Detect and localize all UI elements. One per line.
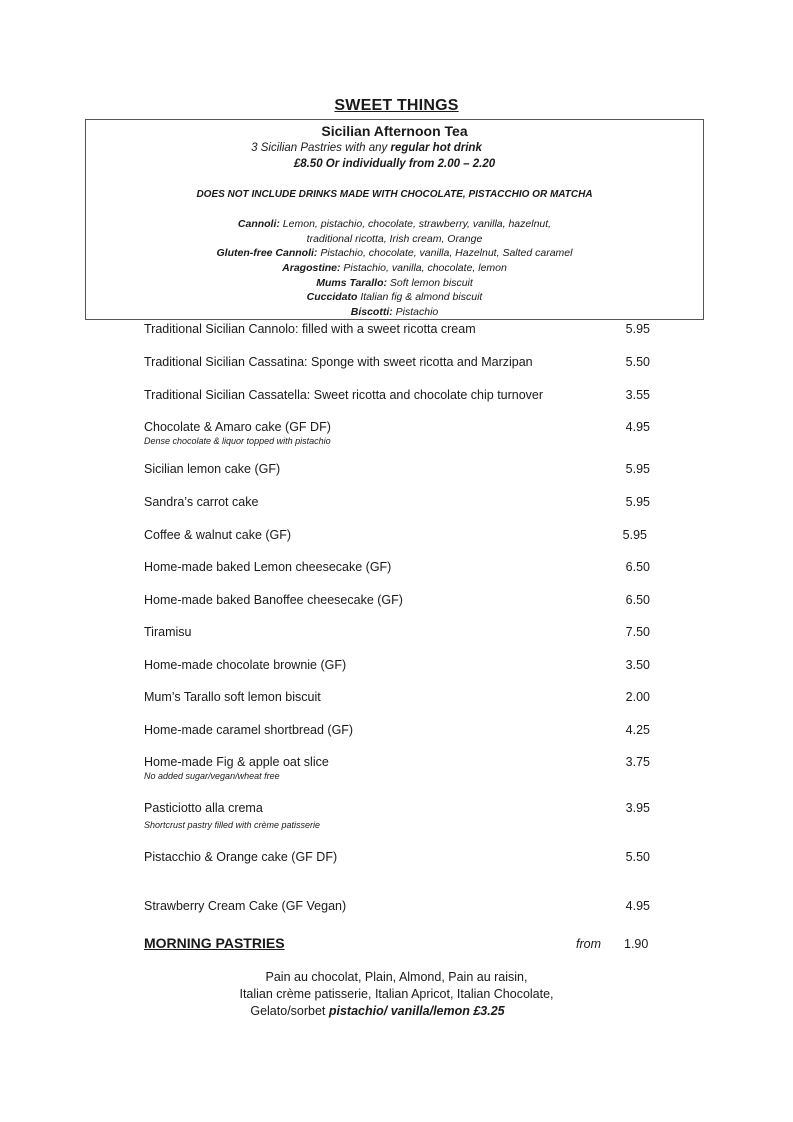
variety-line <box>86 233 703 245</box>
variety-label: Cannoli: <box>237 218 280 230</box>
menu-item-price: 6.50 <box>625 560 650 574</box>
menu-item-description: Shortcrust pastry filled with crème patisserie <box>144 820 321 830</box>
menu-item-price: 3.75 <box>625 755 650 769</box>
menu-item-name: Strawberry Cream Cake (GF Vegan) <box>144 899 347 913</box>
gelato-line <box>0 1004 774 1018</box>
pastry-list-line-2: Italian crème patisserie, Italian Apricot, Italian Chocolate, <box>239 987 554 1001</box>
morning-pastries-from: from <box>576 937 601 951</box>
menu-item-price: 5.95 <box>625 322 650 336</box>
gelato-label: Gelato/sorbet <box>250 1004 329 1018</box>
menu-item-price: 5.95 <box>625 462 650 476</box>
pastry-list-line-1: Pain au chocolat, Plain, Almond, Pain au raisin, <box>265 970 528 984</box>
afternoon-tea-price: £8.50 Or individually from 2.00 – 2.20 <box>293 158 496 170</box>
menu-item-name: Chocolate & Amaro cake (GF DF) <box>144 420 331 434</box>
variety-text: Pistachio <box>392 306 439 318</box>
morning-pastries-price: 1.90 <box>624 937 649 951</box>
variety-label: Gluten-free Cannoli: <box>216 247 318 259</box>
menu-item-name: Sicilian lemon cake (GF) <box>144 462 281 476</box>
variety-text: Lemon, pistachio, chocolate, strawberry, vanilla, hazelnut, <box>279 218 552 230</box>
variety-text: Italian fig & almond biscuit <box>357 291 483 303</box>
menu-item-price: 4.25 <box>625 723 650 737</box>
menu-item-name: Traditional Sicilian Cassatina: Sponge with sweet ricotta and Marzipan <box>144 355 533 369</box>
menu-item-price: 3.55 <box>625 388 650 402</box>
afternoon-tea-subtitle-text: 3 Sicilian Pastries with any <box>251 142 391 154</box>
variety-text: Soft lemon biscuit <box>387 277 473 289</box>
menu-item-price: 3.95 <box>625 801 650 815</box>
variety-line <box>86 291 703 303</box>
menu-item-name: Home-made caramel shortbread (GF) <box>144 723 354 737</box>
menu-item-price: 4.95 <box>625 420 650 434</box>
variety-text: traditional ricotta, Irish cream, Orange <box>306 233 483 245</box>
variety-line <box>86 277 703 289</box>
morning-pastries-title: MORNING PASTRIES <box>144 935 285 951</box>
variety-line <box>86 262 703 274</box>
menu-item-price: 4.95 <box>625 899 650 913</box>
variety-text: Pistachio, vanilla, chocolate, lemon <box>340 262 507 274</box>
variety-text: Pistachio, chocolate, vanilla, Hazelnut, Salted caramel <box>317 247 573 259</box>
afternoon-tea-title: Sicilian Afternoon Tea <box>321 123 468 139</box>
menu-item-name: Tiramisu <box>144 625 192 639</box>
menu-item-name: Traditional Sicilian Cassatella: Sweet ricotta and chocolate chip turnover <box>144 388 544 402</box>
menu-item-name: Home-made baked Banoffee cheesecake (GF) <box>144 593 403 607</box>
menu-item-name: Mum’s Tarallo soft lemon biscuit <box>144 690 321 704</box>
afternoon-tea-subtitle-bold: regular hot drink <box>390 142 482 154</box>
menu-item-name: Traditional Sicilian Cannolo: filled with a sweet ricotta cream <box>144 322 476 336</box>
variety-line <box>86 306 703 318</box>
afternoon-tea-subtitle <box>58 142 675 154</box>
menu-item-price: 5.50 <box>625 850 650 864</box>
menu-item-name: Home-made baked Lemon cheesecake (GF) <box>144 560 392 574</box>
variety-line <box>86 247 703 259</box>
page-title: SWEET THINGS <box>334 97 459 114</box>
menu-item-price: 5.95 <box>625 495 650 509</box>
menu-item-price: 2.00 <box>625 690 650 704</box>
menu-item-name: Home-made chocolate brownie (GF) <box>144 658 347 672</box>
menu-item-price: 6.50 <box>625 593 650 607</box>
variety-label: Cuccidato <box>306 291 358 303</box>
variety-label: Aragostine: <box>282 262 341 274</box>
menu-item-name: Home-made Fig & apple oat slice <box>144 755 329 769</box>
gelato-flavours: pistachio/ vanilla/lemon £3.25 <box>328 1004 505 1018</box>
menu-item-name: Coffee & walnut cake (GF) <box>144 528 292 542</box>
afternoon-tea-note: DOES NOT INCLUDE DRINKS MADE WITH CHOCOLATE, PISTACCHIO OR MATCHA <box>196 189 593 200</box>
menu-item-price: 3.50 <box>625 658 650 672</box>
menu-item-name: Sandra’s carrot cake <box>144 495 259 509</box>
afternoon-tea-box <box>85 119 704 320</box>
menu-item-name: Pistacchio & Orange cake (GF DF) <box>144 850 338 864</box>
variety-line <box>86 218 703 230</box>
menu-item-name: Pasticiotto alla crema <box>144 801 263 815</box>
variety-label: Biscotti: <box>350 306 393 318</box>
menu-item-description: No added sugar/vegan/wheat free <box>144 771 280 781</box>
menu-item-price: 5.95 <box>622 528 647 542</box>
variety-label: Mums Tarallo: <box>316 277 387 289</box>
menu-item-price: 7.50 <box>625 625 650 639</box>
menu-item-price: 5.50 <box>625 355 650 369</box>
menu-item-description: Dense chocolate & liquor topped with pistachio <box>144 436 331 446</box>
